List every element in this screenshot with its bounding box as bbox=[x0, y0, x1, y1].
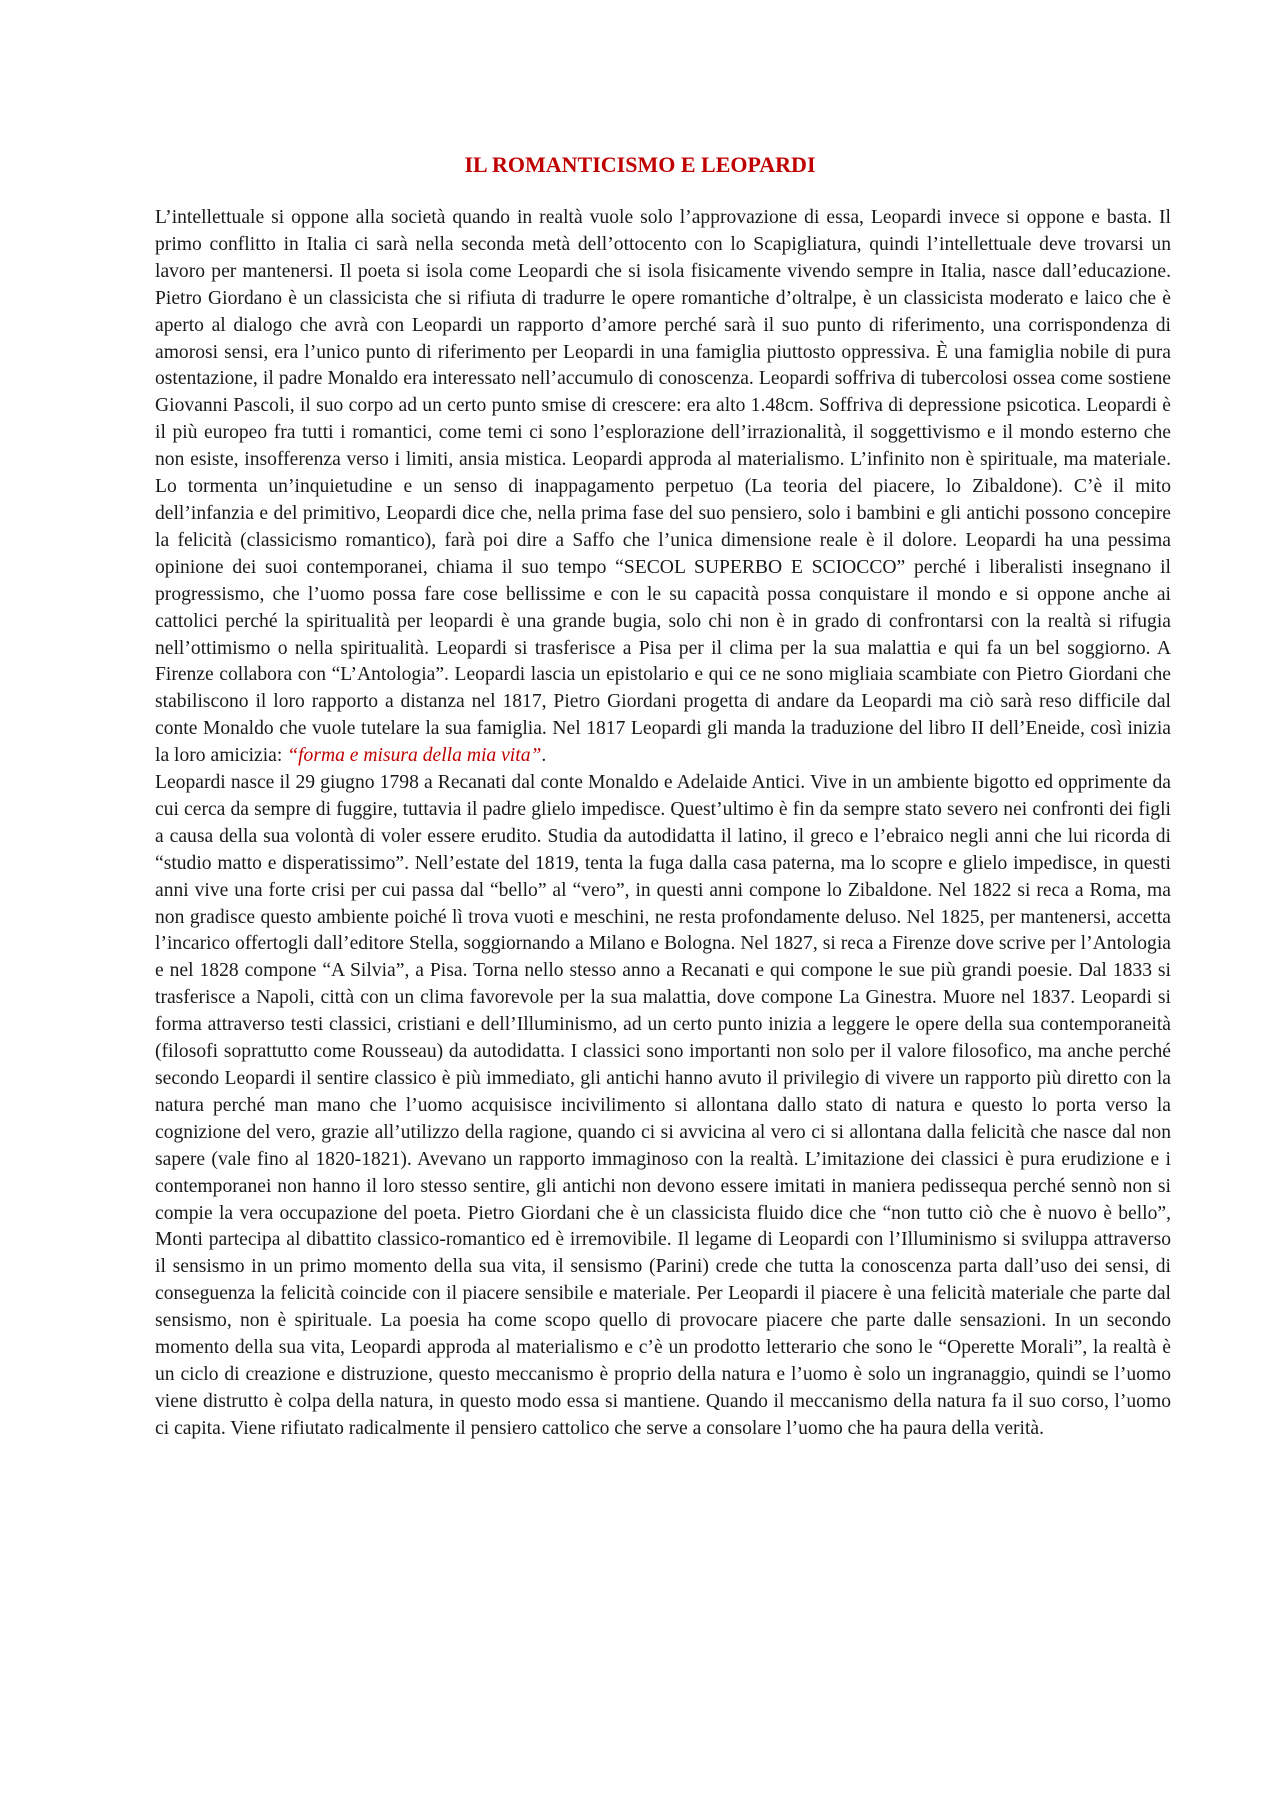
paragraph-intro-end: . bbox=[541, 745, 547, 767]
paragraph-biography: Leopardi nasce il 29 giugno 1798 a Recanati dal conte Monaldo e Adelaide Antici. Vive in un ambiente bigotto ed opprimente da cui cerca da sempre di fuggire, tuttavia il padre glielo impedisce. Quest’ultimo è fin da sempre stato severo nei confronti dei figli a causa della sua volontà di voler essere erudito. Studia da autodidatta il latino, il greco e l’ebraico negli anni che lui ricorda di “studio matto e disperatissimo”. Nell’estate del 1819, tenta la fuga dalla casa paterna, ma lo scopre e glielo impedisce, in questi anni vive una forte crisi per cui passa dal “bello” al “vero”, in questi anni compone lo Zibaldone. Nel 1822 si reca a Roma, ma non gradisce questo ambiente poiché lì trova vuoti e meschini, ne resta profondamente deluso. Nel 1825, per mantenersi, accetta l’incarico offertogli dall’editore Stella, soggiornando a Milano e Bologna. Nel 1827, si reca a Firenze dove scrive per l’Antologia e nel 1828 compone “A Silvia”, a Pisa. Torna nello stesso anno a Recanati e qui compone le sue più grandi poesie. Dal 1833 si trasferisce a Napoli, città con un clima favorevole per la sua malattia, dove compone La Ginestra. Muore nel 1837. Leopardi si forma attraverso testi classici, cristiani e dell’Illuminismo, ad un certo punto inizia a leggere le opere della sua contemporaneità (filosofi soprattutto come Rousseau) da autodidatta. I classici sono importanti non solo per il valore filosofico, ma anche perché secondo Leopardi il sentire classico è più immediato, gli antichi hanno avuto il privilegio di vivere un rapporto più diretto con la natura perché man mano che l’uomo acquisisce incivilimento si allontana dallo stato di natura e questo lo porta verso la cognizione del vero, grazie all’utilizzo della ragione, quando ci si avvicina al vero ci si allontana dalla felicità che nasce dal non sapere (vale fino al 1820-1821). Avevano un rapporto immaginoso con la realtà. L’imitazione dei classici è pura erudizione e i contemporanei non hanno il loro stesso sentire, gli antichi non devono essere imitati in maniera pedissequa perché sennò non si compie la vera occupazione del poeta. Pietro Giordani che è un classicista fluido dice che “non tutto ciò che è nuovo è bello”, Monti partecipa al dibattito classico-romantico ed è irremovibile. Il legame di Leopardi con l’Illuminismo si sviluppa attraverso il sensismo in un primo momento della sua vita, il sensismo (Parini) crede che tutta la conoscenza parta dall’uso dei sensi, di conseguenza la felicità coincide con il piacere sensibile e materiale. Per Leopardi il piacere è una felicità materiale che parte dal sensismo, non è spirituale. La poesia ha come scopo quello di provocare piacere che parte dalle sensazioni. In un secondo momento della sua vita, Leopardi approda al materialismo e c’è un prodotto letterario che sono le “Operette Morali”, la realtà è un ciclo di creazione e distruzione, questo meccanismo è proprio della natura e l’uomo è solo un ingranaggio, quindi se l’uomo viene distrutto è colpa della natura, in questo modo essa si mantiene. Quando il meccanismo della natura fa il suo corso, l’uomo ci capita. Viene rifiutato radicalmente il pensiero cattolico che serve a consolare l’uomo che ha paura della verità. bbox=[155, 772, 1171, 1439]
paragraph-intro-text: L’intellettuale si oppone alla società quando in realtà vuole solo l’approvazione di essa, Leopardi invece si oppone e basta. Il primo conflitto in Italia ci sarà nella seconda metà dell’ottocento con lo Scapigliatura, quindi l’intellettuale deve trovarsi un lavoro per mantenersi. Il poeta si isola come Leopardi che si isola fisicamente vivendo sempre in Italia, nasce dall’educazione. Pietro Giordano è un classicista che si rifiuta di tradurre le opere romantiche d’oltralpe, è un classicista moderato e laico che è aperto al dialogo che avrà con Leopardi un rapporto d’amore perché sarà il suo punto di riferimento, una corrispondenza di amorosi sensi, era l’unico punto di riferimento per Leopardi in una famiglia piuttosto oppressiva. È una famiglia nobile di pura ostentazione, il padre Monaldo era interessato nell’accumulo di conoscenza. Leopardi soffriva di tubercolosi ossea come sostiene Giovanni Pascoli, il suo corpo ad un certo punto smise di crescere: era alto 1.48cm. Soffriva di depressione psicotica. Leopardi è il più europeo fra tutti i romantici, come temi ci sono l’esplorazione dell’irrazionalità, il soggettivismo e il mondo esterno che non esiste, insofferenza verso i limiti, ansia mistica. Leopardi approda al materialismo. L’infinito non è spirituale, ma materiale. Lo tormenta un’inquietudine e un senso di inappagamento perpetuo (La teoria del piacere, lo Zibaldone). C’è il mito dell’infanzia e del primitivo, Leopardi dice che, nella prima fase del suo pensiero, solo i bambini e gli antichi possono concepire la felicità (classicismo romantico), farà poi dire a Saffo che l’unica dimensione reale è il dolore. Leopardi ha una pessima opinione dei suoi contemporanei, chiama il suo tempo “SECOL SUPERBO E SCIOCCO” perché i liberalisti insegnano il progressismo, che l’uomo possa fare cose bellissime e con le su capacità possa conquistare il mondo e si oppone anche ai cattolici perché la spiritualità per leopardi è una grande bugia, solo chi non è in grado di confrontarsi con la realtà si rifugia nell’ottimismo o nella spiritualità. Leopardi si trasferisce a Pisa per il clima per la sua malattia e qui fa un bel soggiorno. A Firenze collabora con “L’Antologia”. Leopardi lascia un epistolario e qui ce ne sono migliaia scambiate con Pietro Giordani che stabiliscono il loro rapporto a distanza nel 1817, Pietro Giordani progetta di andare da Leopardi ma ciò sarà reso difficile dal conte Monaldo che vuole tutelare la sua famiglia. Nel 1817 Leopardi gli manda la traduzione del libro II dell’Eneide, così inizia la loro amicizia: bbox=[155, 207, 1171, 767]
highlighted-quote: “forma e misura della mia vita” bbox=[287, 745, 542, 767]
page-title: IL ROMANTICISMO E LEOPARDI bbox=[464, 152, 816, 177]
document-body bbox=[155, 205, 1171, 1443]
paragraph-intro bbox=[155, 205, 1171, 770]
